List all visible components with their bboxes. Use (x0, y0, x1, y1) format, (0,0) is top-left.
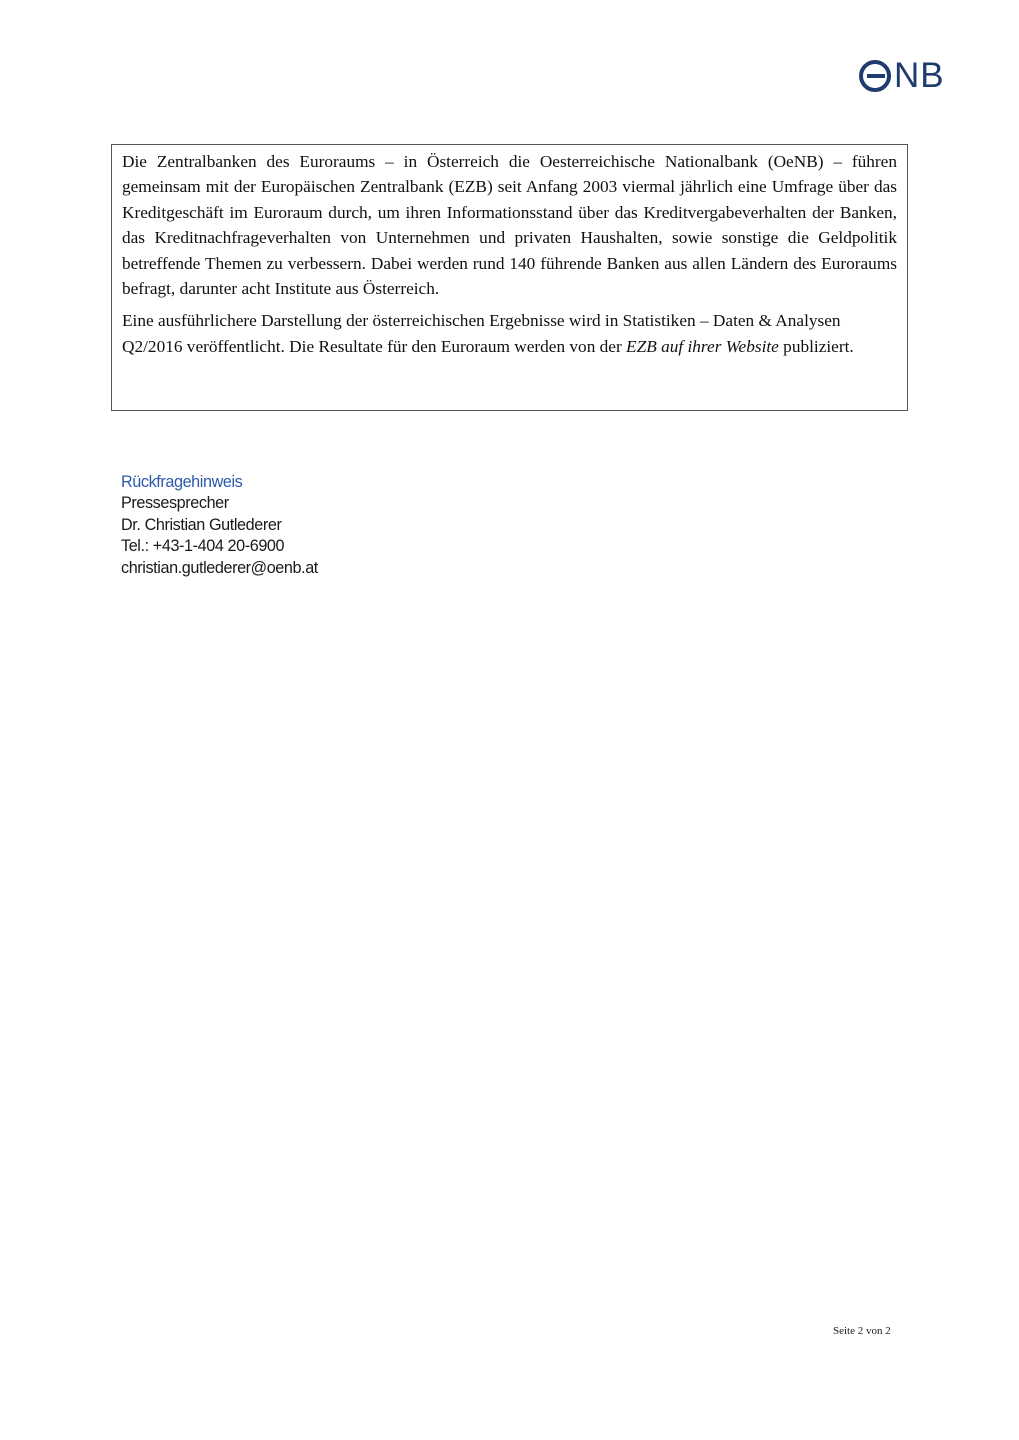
contact-block (121, 472, 318, 579)
info-paragraph-2 (122, 308, 897, 359)
page-number: Seite 2 von 2 (833, 1325, 891, 1337)
info-paragraph-2-end: publiziert. (778, 336, 854, 356)
oenb-logo (858, 58, 945, 94)
info-box (111, 144, 908, 411)
contact-phone: Tel.: +43-1-404 20-6900 (121, 537, 285, 556)
info-paragraph-2-start: Eine ausführlichere Darstellung der österreichischen Ergebnisse wird in Statistiken – Daten & Analysen Q2/2016 veröffentlicht. Die Resultate für den Euroraum werden von der (122, 311, 841, 356)
contact-heading: Rückfragehinweis (121, 473, 243, 491)
info-paragraph-1: Die Zentralbanken des Euroraums – in Österreich die Oesterreichische Nationalbank (OeNB) – führen gemeinsam mit der Europäischen Zentralbank (EZB) seit Anfang 2003 viermal jährlich eine Umfrage über das Kreditgeschäft im Euroraum durch, um ihren Informationsstand über das Kreditvergabeverhalten der Banken, das Kreditnachfrageverhalten von Unternehmen und privaten Haushalten, sowie sonstige die Geldpolitik betreffende Themen zu verbessern. Dabei werden rund 140 führende Banken aus allen Ländern des Euroraums befragt, darunter acht Institute aus Österreich. (122, 152, 897, 299)
contact-name: Dr. Christian Gutlederer (121, 515, 282, 534)
contact-role: Pressesprecher (121, 494, 229, 513)
euro-e-icon (858, 59, 892, 93)
ezb-website-link[interactable]: EZB auf ihrer Website (626, 336, 779, 356)
contact-email[interactable]: christian.gutlederer@oenb.at (121, 558, 318, 577)
logo-text: NB (894, 56, 945, 95)
